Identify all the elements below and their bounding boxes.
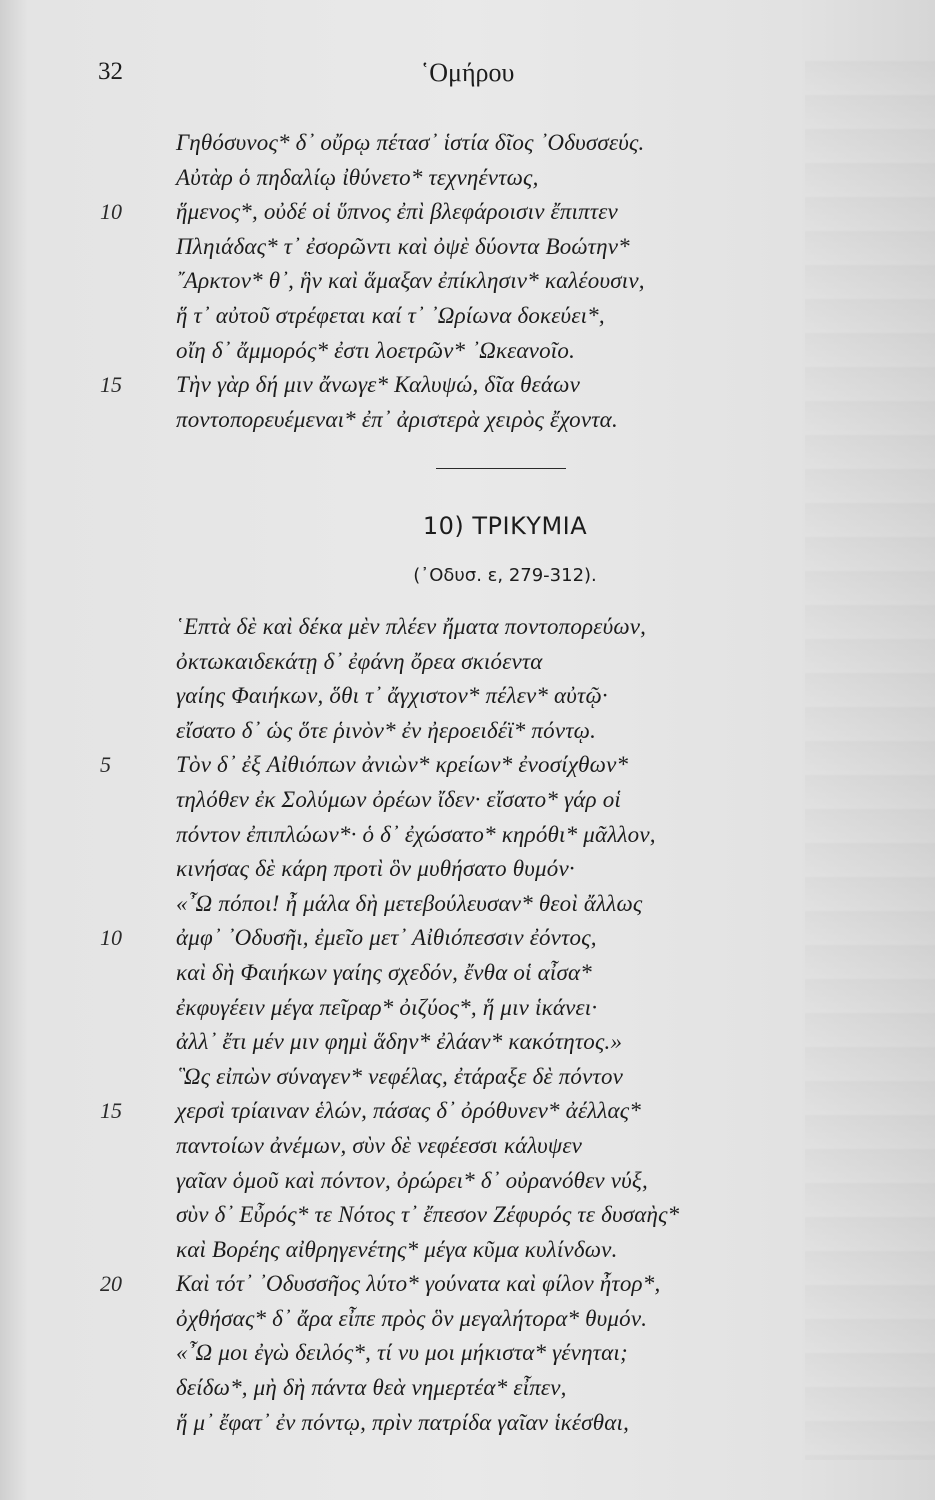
verse-line <box>0 161 935 196</box>
verse-text: γαῖαν ὁμοῦ καὶ πόντον, ὀρώρει* δ᾽ οὐρανόθεν νύξ, <box>176 1167 648 1193</box>
verse-line <box>0 1371 935 1406</box>
verse-text: ἥ τ᾽ αὐτοῦ στρέφεται καί τ᾽ ᾽Ωρίωνα δοκεύει*, <box>176 302 605 328</box>
verse-line <box>0 1060 935 1095</box>
verse-text: ῎Αρκτον* θ᾽, ἣν καὶ ἅμαξαν ἐπίκλησιν* καλέουσιν, <box>176 268 645 294</box>
verse-line <box>0 921 935 956</box>
verse-text: ἥμενος*, οὐδέ οἱ ὕπνος ἐπὶ βλεφάροισιν ἔπιπτεν <box>176 199 618 225</box>
verse-text: Αὐτὰρ ὁ πηδαλίῳ ἰθύνετο* τεχνηέντως, <box>176 164 539 190</box>
verse-text: πόντον ἐπιπλώων*· ὁ δ᾽ ἐχώσατο* κηρόθι* μᾶλλον, <box>176 821 656 847</box>
verse-line <box>0 783 935 818</box>
line-number: 5 <box>100 752 111 778</box>
verse-text: ἀλλ᾽ ἔτι μέν μιν φημὶ ἅδην* ἐλάαν* κακότητος.» <box>176 1029 623 1055</box>
verse-text: ῝Ως εἰπὼν σύναγεν* νεφέλας, ἐτάραξε δὲ πόντον <box>176 1063 624 1089</box>
verse-text: χερσὶ τρίαιναν ἑλών, πάσας δ᾽ ὀρόθυνεν* ἀέλλας* <box>176 1098 642 1124</box>
verse-text: ἥ μ᾽ ἔφατ᾽ ἐν πόντῳ, πρὶν πατρίδα γαῖαν ἱκέσθαι, <box>176 1409 630 1435</box>
verse-text: καὶ δὴ Φαιήκων γαίης σχεδόν, ἔνθα οἱ αἶσα* <box>176 959 592 985</box>
verse-text: ὀκτωκαιδεκάτῃ δ᾽ ἐφάνη ὄρεα σκιόεντα <box>176 648 543 674</box>
verse-line <box>0 991 935 1026</box>
verse-line <box>0 1164 935 1199</box>
verse-line <box>0 1267 935 1302</box>
verse-line <box>0 126 935 161</box>
verse-line <box>0 852 935 887</box>
verse-text: ἀμφ᾽ ᾽Οδυσῆι, ἐμεῖο μετ᾽ Αἰθιόπεσσιν ἐόντος, <box>176 925 597 951</box>
verse-line <box>0 264 935 299</box>
section-reference: (᾽Οδυσ. ε, 279-312). <box>413 565 597 586</box>
verse-line <box>0 403 935 438</box>
verse-line <box>0 368 935 403</box>
verse-line <box>0 195 935 230</box>
verse-text: ῾Επτὰ δὲ καὶ δέκα μὲν πλέεν ἤματα ποντοπορεύων, <box>176 614 647 639</box>
verse-text: παντοίων ἀνέμων, σὺν δὲ νεφέεσσι κάλυψεν <box>176 1132 583 1158</box>
verse-line <box>0 748 935 783</box>
section-divider <box>436 468 566 469</box>
verse-text: Πληιάδας* τ᾽ ἐσορῶντι καὶ ὀψὲ δύοντα Βοώτην* <box>176 233 630 259</box>
verse-text: Γηθόσυνος* δ᾽ οὔρῳ πέτασ᾽ ἱστία δῖος ᾽Οδυσσεύς. <box>176 130 645 155</box>
verse-line <box>0 1233 935 1268</box>
verse-passage-one <box>0 126 935 437</box>
verse-text: ἐκφυγέειν μέγα πεῖραρ* ὀιζύος*, ἥ μιν ἱκάνει· <box>176 994 598 1020</box>
verse-text: ποντοπορευέμεναι* ἐπ᾽ ἀριστερὰ χειρὸς ἔχοντα. <box>176 406 618 432</box>
verse-line <box>0 1025 935 1060</box>
verse-text: δείδω*, μὴ δὴ πάντα θεὰ νημερτέα* εἶπεν, <box>176 1375 567 1401</box>
running-title: ῾Ομήρου <box>420 58 515 87</box>
section-title: 10) ΤΡΙΚΥΜΙΑ <box>422 512 588 540</box>
verse-line <box>0 1094 935 1129</box>
verse-line <box>0 230 935 265</box>
verse-text: Καὶ τότ᾽ ᾽Οδυσσῆος λύτο* γούνατα καὶ φίλον ἦτορ*, <box>176 1271 661 1297</box>
verse-line <box>0 818 935 853</box>
verse-text: τηλόθεν ἐκ Σολύμων ὀρέων ἴδεν· εἴσατο* γάρ οἱ <box>176 786 622 812</box>
verse-line <box>0 645 935 680</box>
line-number: 10 <box>100 199 122 225</box>
verse-line <box>0 610 935 645</box>
verse-text: κινήσας δὲ κάρη προτὶ ὃν μυθήσατο θυμόν· <box>176 856 575 882</box>
page-number: 32 <box>98 58 123 85</box>
verse-text: «῏Ω μοι ἐγὼ δειλός*, τί νυ μοι μήκιστα* γένηται; <box>176 1340 628 1366</box>
verse-line <box>0 1302 935 1337</box>
line-number: 15 <box>100 372 122 398</box>
verse-passage-two <box>0 610 935 1440</box>
line-number: 20 <box>100 1271 122 1297</box>
verse-line <box>0 714 935 749</box>
verse-text: Τὴν γὰρ δή μιν ἄνωγε* Καλυψώ, δῖα θεάων <box>176 372 581 398</box>
verse-text: ὀχθήσας* δ᾽ ἄρα εἶπε πρὸς ὃν μεγαλήτορα* θυμόν. <box>176 1305 648 1331</box>
verse-text: καὶ Βορέης αἰθρηγενέτης* μέγα κῦμα κυλίνδων. <box>176 1236 618 1262</box>
verse-line <box>0 887 935 922</box>
line-number: 15 <box>100 1098 122 1124</box>
verse-line <box>0 1198 935 1233</box>
verse-text: Τὸν δ᾽ ἐξ Αἰθιόπων ἀνιὼν* κρείων* ἐνοσίχθων* <box>176 752 629 778</box>
verse-line <box>0 679 935 714</box>
verse-line <box>0 956 935 991</box>
verse-text: γαίης Φαιήκων, ὅθι τ᾽ ἄγχιστον* πέλεν* αὐτῷ· <box>176 683 608 709</box>
verse-line <box>0 299 935 334</box>
verse-line <box>0 334 935 369</box>
verse-line <box>0 1336 935 1371</box>
verse-text: «῏Ω πόποι! ἦ μάλα δὴ μετεβούλευσαν* θεοὶ ἄλλως <box>176 890 643 916</box>
verse-text: οἴη δ᾽ ἄμμορός* ἐστι λοετρῶν* ᾽Ωκεανοῖο. <box>176 337 576 363</box>
line-number: 10 <box>100 925 122 951</box>
verse-line <box>0 1129 935 1164</box>
verse-text: σὺν δ᾽ Εὖρός* τε Νότος τ᾽ ἔπεσον Ζέφυρός τε δυσαὴς* <box>176 1202 680 1228</box>
verse-line <box>0 1406 935 1441</box>
verse-text: εἴσατο δ᾽ ὡς ὅτε ῥινὸν* ἐν ἠεροειδέϊ* πόντῳ. <box>176 717 597 743</box>
